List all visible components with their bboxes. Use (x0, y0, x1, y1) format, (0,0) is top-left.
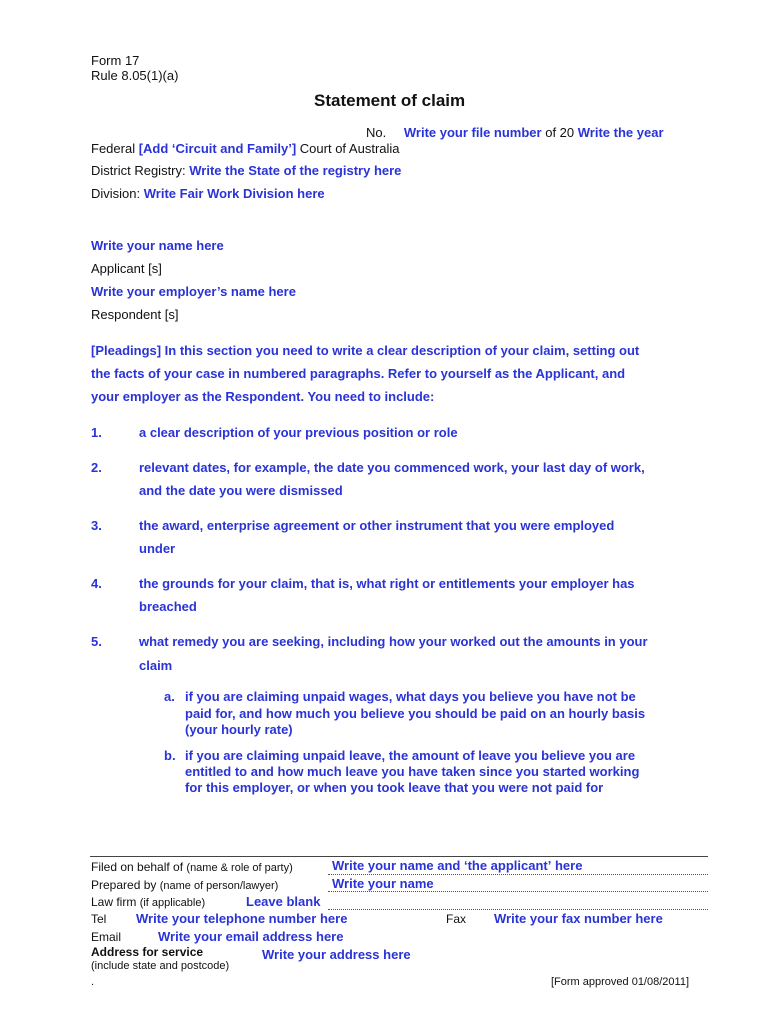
registry-here[interactable]: here (373, 163, 402, 178)
fax-field[interactable]: Write your fax number (494, 911, 632, 926)
item-number: 5. (91, 634, 102, 649)
applicant-here[interactable]: here (196, 238, 224, 253)
file-number-field[interactable]: Write your file number (403, 125, 542, 140)
item-text: and the date you were dismissed (139, 483, 343, 498)
subitem-label: a. (164, 689, 175, 704)
respondent-name-field[interactable]: Write your employer’s name here (91, 284, 296, 299)
tel-here[interactable]: here (319, 911, 348, 926)
form-approved-note: [Form approved 01/08/2011] (551, 976, 689, 988)
page-title: Statement of claim (314, 91, 466, 110)
court-suffix: Court of Australia (299, 141, 400, 156)
tel-field[interactable]: Write your telephone number (136, 911, 317, 926)
address-hint: (include state and postcode) (91, 960, 230, 972)
footer-dot: . (91, 976, 95, 988)
fax-here[interactable]: here (635, 911, 663, 926)
item-text: the award, enterprise agreement or other instrument that you were employed (139, 518, 615, 533)
filed-on-behalf-field-line (332, 858, 582, 873)
registry-line (91, 163, 401, 178)
tel-label: Tel (91, 912, 107, 926)
footer-divider (90, 856, 708, 857)
address-field-line (262, 947, 411, 962)
subitem-text: (your hourly rate) (185, 722, 293, 737)
applicant-label: Applicant [s] (91, 261, 162, 276)
fax-field-line (494, 911, 663, 926)
subitem-text: for this employer, or when you took leave that you were not paid for (185, 780, 604, 795)
email-label: Email (91, 930, 122, 944)
item-text: what remedy you are seeking, including how your worked out the amounts in your (139, 634, 648, 649)
item-text: the grounds for your claim, that is, what right or entitlements your employer has (139, 576, 635, 591)
item-number: 2. (91, 460, 102, 475)
item-text: breached (139, 599, 197, 614)
respondent-label: Respondent [s] (91, 307, 179, 322)
rule-number: Rule 8.05(1)(a) (91, 68, 179, 83)
subitem-text: if you are claiming unpaid wages, what days you believe you have not be (185, 689, 636, 704)
item-number: 3. (91, 518, 102, 533)
filed-here[interactable]: here (554, 858, 583, 873)
pleadings-line-3: your employer as the Respondent. You need to include: (91, 389, 435, 404)
lawfirm-dotted-line (328, 909, 708, 910)
law-firm-label (91, 895, 205, 909)
court-line (91, 141, 400, 156)
filed-label: Filed on behalf of (91, 860, 184, 874)
division-label: Division: (91, 186, 141, 201)
email-field[interactable]: Write your email address (158, 929, 313, 944)
law-firm-field[interactable]: Leave blank (246, 894, 321, 909)
item-number: 4. (91, 576, 102, 591)
email-field-line (158, 929, 343, 944)
prepared-hint: (name of person/lawyer) (159, 880, 279, 892)
subitem-text: if you are claiming unpaid leave, the amount of leave you believe you are (185, 748, 636, 763)
division-line (91, 186, 325, 201)
division-field[interactable]: Write Fair Work Division (143, 186, 294, 201)
address-label: Address for service (91, 945, 204, 959)
form-number: Form 17 (91, 53, 140, 68)
prepared-label: Prepared by (91, 878, 157, 892)
item-text: under (139, 541, 176, 556)
subitem-text: paid for, and how much you believe you should be paid on an hourly basis (185, 706, 646, 721)
subitem-text: entitled to and how much leave you have taken since you started working (185, 764, 640, 779)
item-text: claim (139, 658, 173, 673)
lawfirm-hint: (if applicable) (139, 897, 206, 909)
filed-hint: (name & role of party) (186, 862, 293, 874)
prepared-dotted-line (328, 891, 708, 892)
address-here[interactable]: here (383, 947, 411, 962)
prepared-by-field[interactable]: Write your name (332, 876, 434, 891)
item-number: 1. (91, 425, 102, 440)
court-type-field[interactable]: [Add ‘Circuit and Family’] (138, 141, 297, 156)
pleadings-line-2: the facts of your case in numbered paragraphs. Refer to yourself as the Applicant, and (91, 366, 626, 381)
fax-label: Fax (446, 912, 467, 926)
file-number-line (366, 125, 664, 140)
lawfirm-label: Law firm (91, 895, 137, 909)
email-here[interactable]: here (316, 929, 344, 944)
registry-label: District Registry: (91, 163, 186, 178)
year-field[interactable]: Write the year (577, 125, 664, 140)
pleadings-line-1: [Pleadings] In this section you need to write a clear description of your claim, setting out (91, 343, 640, 358)
tel-field-line (136, 911, 347, 926)
registry-field[interactable]: Write the State of the registry (189, 163, 371, 178)
no-label: No. (366, 125, 387, 140)
filed-on-behalf-field[interactable]: Write your name and ‘the applicant’ (332, 858, 552, 873)
item-text: a clear description of your previous position or role (139, 425, 458, 440)
filed-dotted-line (328, 874, 708, 875)
of-label: of 20 (545, 125, 575, 140)
applicant-name-field[interactable]: Write your name (91, 238, 193, 253)
division-here[interactable]: here (297, 186, 325, 201)
prepared-by-label (91, 878, 278, 892)
subitem-label: b. (164, 748, 176, 763)
item-text: relevant dates, for example, the date you commenced work, your last day of work, (139, 460, 645, 475)
filed-on-behalf-label (91, 860, 293, 874)
court-prefix: Federal (91, 141, 136, 156)
address-field[interactable]: Write your address (262, 947, 380, 962)
applicant-name-line (91, 238, 224, 253)
